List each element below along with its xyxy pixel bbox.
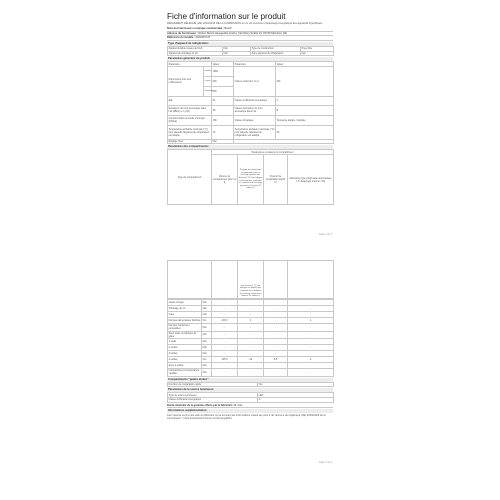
section-additional-info: Informations supplémentaires: [167,409,333,413]
table-row: IEE 81 Classe d'efficacité énergétique C [168,96,334,105]
table-header-row: Paramètre Valeur Paramètre Valeur [168,62,334,67]
table-row: Température ambiante minimale (°C) pour laquelle l'appareil de réfrigération est adapté 10 Température ambiante maximale (°C) pour laquelle l'appareil de réfrigération est adapté 43 [168,125,334,139]
table-row: Compartiment à température variable Non - - - - [168,369,334,377]
supplier-name-row: Nom du fournisseur ou marque commerciale : Bosch [167,27,333,32]
table-row: 3 étoiles Non - - - - [168,351,334,357]
table-row: Classe d'efficacité énergétique G [168,397,334,402]
table-row: Appareil de stockage du vin: Non Autre appareil de réfrigération: Non [168,51,334,56]
table-row: Fonction de congélation rapide Oui [168,382,334,387]
table-row: Appareil à faible niveau de bruit: Non Type de construction: Pose libre [168,47,334,52]
table-row: Denrées alimentaires fraîches Oui 216,0 4 - A [168,318,334,324]
table-header-row: Volume du compartiment (dm³ ou l) Réglage de température recommandé pour un stockage optimisé des denrées (°C) Ces réglages ne doivent pas contredire les conditions de stockage énoncées à l'annexe IV, tableau 3 Pouvoir de congélation (kg/24 h) Défrosting type (dégivrage automatique = A, dégivrage manuel = M) [168,155,334,205]
table-row: 1 étoile Non - - - - [168,339,334,345]
table-row: Denrées hautement périssables Non - - - - [168,324,334,332]
model-reference-row: Référence du modèle : KGN36VL3T [167,36,333,41]
page-number: Page 2 de 2 [319,461,332,464]
table-row: Profondeur 660 [168,86,334,96]
table-header-row: des denrées (°C) Ces réglages ne doivent pas contredire les conditions de stockage énoncées à l'annexe IV, tableau 3 [168,261,334,299]
table-row: 2 étoiles Non - - - - [168,345,334,351]
additional-info-text: Lien internet vers le site web du fabricant où se trouvent les informations visées au point 4 de l'annexe du règlement (UE) 2019/2023 de la Commission : https://www.bosch-home.com/energylabel [167,414,326,421]
table-row: Zone 2 étoiles Non - - - - [168,363,334,369]
four-star-table [167,382,334,388]
supplier-address-row: Adresse du fournisseur : Robert Bosch Hausgeräte GmbH, Carl-Wery-Straße 34, 81739 München, DE [167,32,333,37]
table-row: Largeur 600 [168,76,334,86]
section-compartment-parameters: Paramètres des compartiments: [167,145,333,149]
document-page-2 [165,258,335,466]
table-row: Type de source lumineuse LED [168,393,334,398]
table-row: Émissions de bruit acoustique dans l'air (dB(A) re 1 pW) 38 Classe d'émission de bruit acoustique dans l'air B [168,105,334,115]
compartment-rows-table [167,299,334,377]
appliance-type-table [167,46,334,56]
regulation-intro: RÈGLEMENT DÉLÉGUÉ (UE) 2019/2016 DE LA COMMISSION en ce qui concerne l'étiquetage énergétique des appareils frigorifiques [167,22,323,25]
section-four-star: Compartiments "quatre étoiles" [167,378,333,382]
compartment-header-table [167,149,334,205]
table-row: Sans étoile ou fabrique de glace Non - - - - [168,331,334,339]
table-row: 4 étoiles Oui 105,0 -18 8,5 A [168,357,334,363]
table-row: Dimensions hors tout (millimètres) Hauteur 1860 Volume total (dm³ ou l) 321 [168,66,334,76]
table-row: Garde-manger Non - - - - [168,300,334,306]
page-number: Page 1 de 2 [319,233,332,236]
light-source-table [167,392,334,402]
compartments-table [167,260,334,299]
table-header-row: Type de compartiment Paramètres et valeurs du compartiment [168,150,334,155]
table-row: Consommation annuelle d'énergie (kWh/a) 186 Classe climatique: Tempérée élargie, tropicale [168,115,334,125]
table-row: Cave Non - - - - [168,312,334,318]
section-appliance-type: Type d'appareil de réfrigération: [167,42,333,46]
table-row: Réglage hiver Non [168,139,334,144]
section-general-parameters: Paramètres généraux du produit: [167,57,333,61]
page-title: Fiche d'information sur le produit [167,12,286,21]
warranty-row: Durée minimale de la garantie offerte par le fabricant: 24 mois [167,404,333,409]
document-page-1 [165,8,335,240]
general-parameters-table [167,61,334,144]
table-row: Stockage du vin Non - - - - [168,306,334,312]
section-light-source: Paramètres de la source lumineuse: [167,388,333,392]
